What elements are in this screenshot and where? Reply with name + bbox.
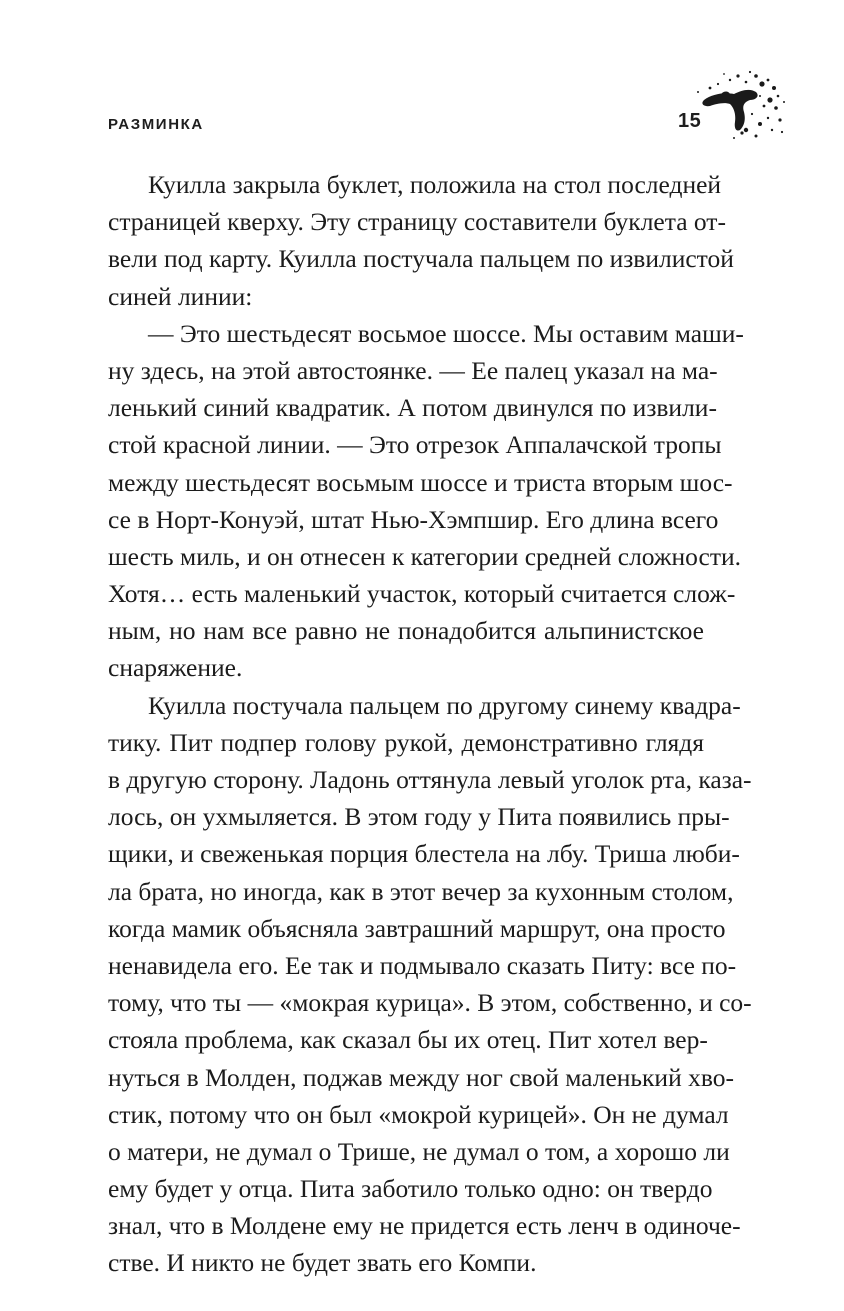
text-line: стояла проблема, как сказал бы их отец. Пит хотел вер-	[108, 1025, 708, 1055]
text-line: — Это шестьдесят восьмое шоссе. Мы оставим маши-	[148, 318, 744, 348]
text-line: стик, потому что он был «мокрой курицей». Он не думал	[108, 1099, 729, 1129]
text-line: ленький синий квадратик. А потом двинулся по извили-	[108, 393, 717, 423]
text-line: ненавидела его. Ее так и подмывало сказать Питу: все по-	[108, 950, 737, 980]
text-line: тому, что ты — «мокрая курица». В этом, собственно, и со-	[108, 988, 752, 1018]
text-line: ну здесь, на этой автостоянке. — Ее палец указал на ма-	[108, 355, 718, 385]
text-line: шесть миль, и он отнесен к категории средней сложности.	[108, 541, 742, 571]
text-line: в другую сторону. Ладонь оттянула левый уголок рта, каза-	[108, 765, 752, 794]
text-line: стве. И никто не будет звать его Компи.	[108, 1248, 537, 1278]
text-line: снаряжение.	[108, 653, 243, 683]
text-line: о матери, не думал о Трише, не думал о том, а хорошо ли	[108, 1136, 730, 1166]
text-line: между шестьдесят восьмым шоссе и триста вторым шос-	[108, 467, 733, 497]
text-line: стой красной линии. — Это отрезок Аппалачской тропы	[108, 430, 722, 460]
text-line: лось, он ухмыляется. В этом году у Пита появились пры-	[108, 802, 730, 832]
body-text	[108, 166, 752, 1282]
text-line: тику. Пит подпер голову рукой, демонстративно глядя	[108, 727, 704, 757]
page-number: 15	[678, 110, 702, 132]
text-line: Куилла постучала пальцем по другому синему квадра-	[148, 690, 741, 720]
text-line: Куилла закрыла буклет, положила на стол последней	[148, 170, 722, 199]
text-line: щики, и свеженькая порция блестела на лбу. Триша люби-	[108, 839, 740, 869]
ink-splatter-icon	[690, 66, 790, 146]
text-line: се в Норт-Конуэй, штат Нью-Хэмпшир. Его длина всего	[108, 504, 719, 534]
text-line: нуться в Молден, поджав между ног свой маленький хво-	[108, 1062, 734, 1092]
text-line: ным, но нам все равно не понадобится альпинистское	[108, 616, 704, 646]
text-line: когда мамик объясняла завтрашний маршрут, она просто	[108, 913, 726, 943]
text-line: ему будет у отца. Пита заботило только одно: он твердо	[108, 1174, 713, 1204]
text-line: вели под карту. Куилла постучала пальцем по извилистой	[108, 244, 734, 274]
text-line: знал, что в Молдене ему не придется есть ленч в одиноче-	[108, 1211, 741, 1241]
running-head: РАЗМИНКА	[108, 116, 204, 133]
text-line: страницей кверху. Эту страницу составители буклета от-	[108, 207, 726, 237]
text-line: ла брата, но иногда, как в этот вечер за кухонным столом,	[108, 876, 734, 906]
text-line: синей линии:	[108, 281, 253, 311]
text-line: Хотя… есть маленький участок, который считается слож-	[108, 579, 736, 609]
